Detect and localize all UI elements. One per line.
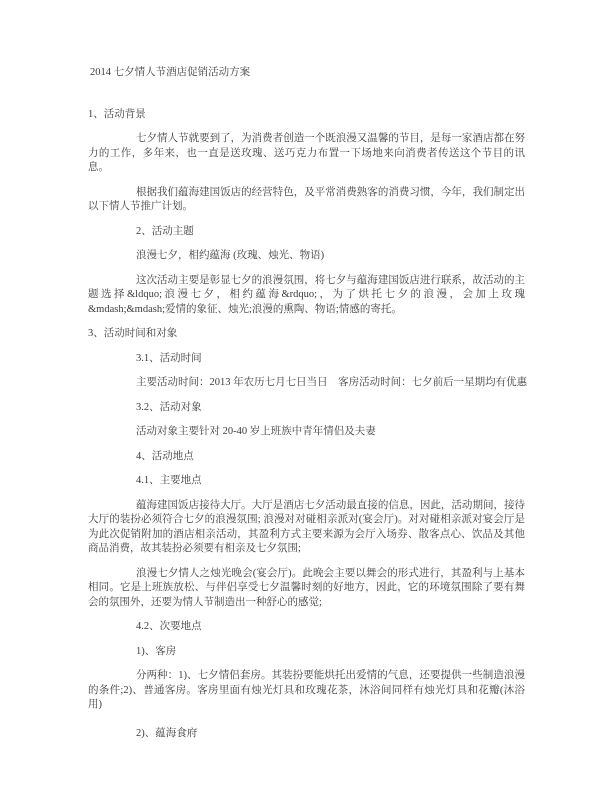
section-1-heading: 1、活动背景 bbox=[88, 108, 146, 120]
section-3-heading: 3、活动时间和对象 bbox=[88, 328, 178, 339]
section-4-2-heading: 4.2、次要地点 bbox=[136, 621, 202, 632]
section-4-heading: 4、活动地点 bbox=[136, 450, 194, 462]
document-title: 2014 七夕情人节酒店促销活动方案 bbox=[90, 67, 251, 78]
section-3-2-heading: 3.2、活动对象 bbox=[136, 401, 202, 413]
document-content bbox=[88, 66, 528, 741]
section-4-2-item-2-heading: 2)、蕴海食府 bbox=[136, 727, 198, 739]
section-4-1-paragraph-1: 蕴海建国饭店接待大厅。大厅是酒店七夕活动最直接的信息，因此，活动期间，接待大厅的装扮必须符合七夕的浪漫氛围; 浪漫对对碰相亲派对(宴会厅)。对对碰相亲派对宴会厅是为此次促销附加的酒店相亲活动，其盈利方式主要来源为会厅入场券、散客点心、饮品及其他商品消费，故其装扮必须要有相亲及七夕氛围; bbox=[88, 499, 525, 554]
section-3-1-time-line: 主要活动时间：2013 年农历七月七日当日 客房活动时间：七夕前后一星期均有优惠 bbox=[136, 377, 528, 388]
section-1-paragraph-1: 七夕情人节就要到了，为消费者创造一个既浪漫又温馨的节目，是每一家酒店都在努力的工作，多年来，也一直是送玫瑰、送巧克力布置一下场地来向消费者传送这个节目的讯息。 bbox=[88, 133, 525, 173]
section-2-paragraph-1: 这次活动主要是彰显七夕的浪漫氛围，将七夕与蕴海建国饭店进行联系，故活动的主题选择&ldquo;浪漫七夕，相约蕴海&rdquo;，为了烘托七夕的浪漫，会加上玫瑰&mdash;&mdash;爱情的象征、烛光;浪漫的熏陶、物语;情感的寄托。 bbox=[88, 274, 525, 315]
section-1-paragraph-2: 根据我们蕴海建国饭店的经营特色，及平常消费熟客的消费习惯，今年，我们制定出以下情人节推广计划。 bbox=[88, 186, 525, 212]
section-3-2-audience-line: 活动对象主要针对 20-40 岁上班族中青年情侣及夫妻 bbox=[136, 426, 376, 437]
section-4-2-item-1-paragraph: 分两种：1)、七夕情侣套房。其装扮要能烘托出爱情的气息，还要提供一些制造浪漫的条件;2)、普通客房。客房里面有烛光灯具和玫瑰花茶，沐浴间同样有烛光灯具和花瓣(沐浴用) bbox=[88, 670, 525, 710]
section-2-heading: 2、活动主题 bbox=[136, 225, 194, 237]
section-4-1-heading: 4.1、主要地点 bbox=[136, 475, 202, 486]
section-3-1-heading: 3.1、活动时间 bbox=[136, 352, 202, 364]
section-4-2-item-1-heading: 1)、客房 bbox=[136, 645, 177, 657]
section-2-theme-line: 浪漫七夕，相约蕴海 (玫瑰、烛光、物语) bbox=[136, 250, 325, 261]
section-4-1-paragraph-2: 浪漫七夕情人之烛光晚会(宴会厅)。此晚会主要以舞会的形式进行，其盈利与上基本相同。它是上班族放松、与伴侣享受七夕温馨时刻的好地方，因此，它的环境氛围除了要有舞会的氛围外，还要为情人节制造出一种舒心的感觉; bbox=[88, 567, 525, 608]
